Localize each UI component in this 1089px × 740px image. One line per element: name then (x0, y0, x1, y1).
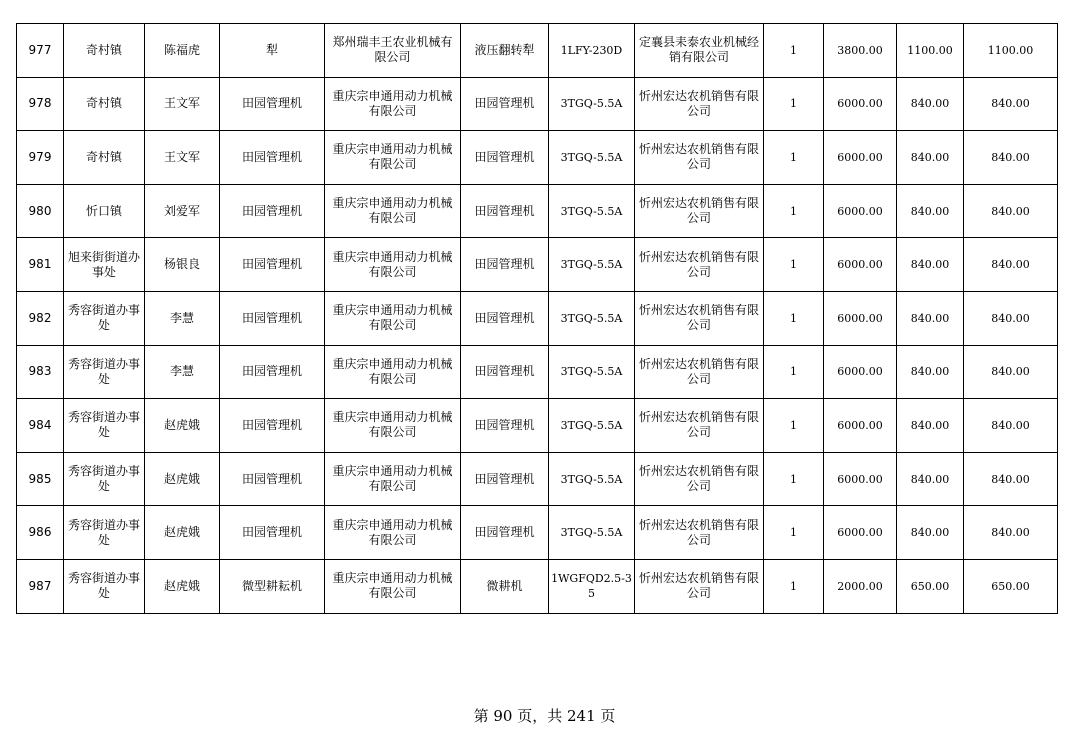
page-footer: 第 90 页，共 241 页 (473, 707, 616, 725)
cell-manufacturer: 重庆宗申通用动力机械有限公司 (325, 184, 461, 238)
cell-serial-number: 985 (17, 452, 64, 506)
cell-town: 秀容街道办事处 (64, 345, 145, 399)
cell-product-name: 田园管理机 (461, 399, 549, 453)
cell-unit-price: 6000.00 (824, 399, 897, 453)
cell-machine-category: 田园管理机 (220, 345, 325, 399)
cell-town: 秀容街道办事处 (64, 399, 145, 453)
cell-unit-subsidy: 840.00 (897, 506, 964, 560)
cell-buyer-name: 杨银良 (145, 238, 220, 292)
cell-unit-subsidy: 840.00 (897, 452, 964, 506)
cell-quantity: 1 (764, 24, 824, 78)
cell-town: 秀容街道办事处 (64, 291, 145, 345)
cell-machine-category: 田园管理机 (220, 184, 325, 238)
cell-buyer-name: 赵虎娥 (145, 452, 220, 506)
table-row (17, 24, 1058, 78)
cell-dealer: 忻州宏达农机销售有限公司 (635, 77, 764, 131)
cell-serial-number: 982 (17, 291, 64, 345)
cell-dealer: 忻州宏达农机销售有限公司 (635, 238, 764, 292)
cell-town: 奇村镇 (64, 131, 145, 185)
cell-serial-number: 978 (17, 77, 64, 131)
cell-quantity: 1 (764, 399, 824, 453)
cell-unit-subsidy: 840.00 (897, 399, 964, 453)
cell-model: 3TGQ-5.5A (549, 77, 635, 131)
table-row (17, 131, 1058, 185)
cell-model: 3TGQ-5.5A (549, 184, 635, 238)
cell-buyer-name: 李慧 (145, 345, 220, 399)
cell-model: 3TGQ-5.5A (549, 345, 635, 399)
cell-serial-number: 983 (17, 345, 64, 399)
cell-manufacturer: 重庆宗申通用动力机械有限公司 (325, 291, 461, 345)
cell-serial-number: 980 (17, 184, 64, 238)
table-row (17, 559, 1058, 613)
subsidy-table (16, 23, 1058, 614)
cell-town: 奇村镇 (64, 77, 145, 131)
cell-town: 秀容街道办事处 (64, 506, 145, 560)
cell-buyer-name: 王文军 (145, 131, 220, 185)
table-row (17, 452, 1058, 506)
cell-unit-price: 2000.00 (824, 559, 897, 613)
cell-model: 3TGQ-5.5A (549, 238, 635, 292)
cell-total-subsidy: 1100.00 (964, 24, 1058, 78)
cell-model: 1LFY-230D (549, 24, 635, 78)
cell-town: 秀容街道办事处 (64, 452, 145, 506)
cell-machine-category: 田园管理机 (220, 131, 325, 185)
cell-serial-number: 984 (17, 399, 64, 453)
cell-manufacturer: 重庆宗申通用动力机械有限公司 (325, 238, 461, 292)
cell-quantity: 1 (764, 559, 824, 613)
cell-total-subsidy: 840.00 (964, 345, 1058, 399)
cell-manufacturer: 重庆宗申通用动力机械有限公司 (325, 345, 461, 399)
cell-unit-price: 6000.00 (824, 238, 897, 292)
cell-product-name: 田园管理机 (461, 291, 549, 345)
cell-buyer-name: 陈福虎 (145, 24, 220, 78)
cell-machine-category: 田园管理机 (220, 238, 325, 292)
cell-town: 秀容街道办事处 (64, 559, 145, 613)
cell-product-name: 液压翻转犁 (461, 24, 549, 78)
cell-unit-price: 6000.00 (824, 131, 897, 185)
cell-buyer-name: 赵虎娥 (145, 506, 220, 560)
cell-serial-number: 977 (17, 24, 64, 78)
cell-dealer: 忻州宏达农机销售有限公司 (635, 131, 764, 185)
cell-unit-subsidy: 840.00 (897, 345, 964, 399)
cell-unit-price: 6000.00 (824, 77, 897, 131)
cell-town: 旭来街街道办事处 (64, 238, 145, 292)
cell-unit-subsidy: 840.00 (897, 184, 964, 238)
cell-quantity: 1 (764, 238, 824, 292)
cell-machine-category: 田园管理机 (220, 291, 325, 345)
cell-unit-price: 6000.00 (824, 184, 897, 238)
table-row (17, 399, 1058, 453)
cell-quantity: 1 (764, 184, 824, 238)
cell-machine-category: 田园管理机 (220, 399, 325, 453)
cell-manufacturer: 郑州瑞丰王农业机械有限公司 (325, 24, 461, 78)
cell-buyer-name: 赵虎娥 (145, 399, 220, 453)
cell-buyer-name: 王文军 (145, 77, 220, 131)
cell-total-subsidy: 650.00 (964, 559, 1058, 613)
cell-dealer: 忻州宏达农机销售有限公司 (635, 506, 764, 560)
cell-model: 3TGQ-5.5A (549, 452, 635, 506)
cell-model: 3TGQ-5.5A (549, 291, 635, 345)
cell-serial-number: 981 (17, 238, 64, 292)
table-row (17, 238, 1058, 292)
cell-total-subsidy: 840.00 (964, 452, 1058, 506)
cell-total-subsidy: 840.00 (964, 291, 1058, 345)
cell-buyer-name: 赵虎娥 (145, 559, 220, 613)
cell-dealer: 忻州宏达农机销售有限公司 (635, 452, 764, 506)
cell-unit-subsidy: 840.00 (897, 77, 964, 131)
cell-unit-price: 6000.00 (824, 452, 897, 506)
cell-product-name: 微耕机 (461, 559, 549, 613)
table-row (17, 506, 1058, 560)
cell-unit-subsidy: 650.00 (897, 559, 964, 613)
cell-quantity: 1 (764, 506, 824, 560)
cell-unit-subsidy: 840.00 (897, 291, 964, 345)
cell-manufacturer: 重庆宗申通用动力机械有限公司 (325, 399, 461, 453)
cell-unit-subsidy: 1100.00 (897, 24, 964, 78)
cell-product-name: 田园管理机 (461, 345, 549, 399)
cell-model: 3TGQ-5.5A (549, 399, 635, 453)
cell-total-subsidy: 840.00 (964, 77, 1058, 131)
cell-total-subsidy: 840.00 (964, 238, 1058, 292)
cell-dealer: 忻州宏达农机销售有限公司 (635, 559, 764, 613)
cell-machine-category: 微型耕耘机 (220, 559, 325, 613)
cell-unit-price: 6000.00 (824, 506, 897, 560)
cell-total-subsidy: 840.00 (964, 506, 1058, 560)
cell-quantity: 1 (764, 452, 824, 506)
cell-unit-price: 6000.00 (824, 291, 897, 345)
cell-product-name: 田园管理机 (461, 506, 549, 560)
cell-quantity: 1 (764, 131, 824, 185)
cell-buyer-name: 李慧 (145, 291, 220, 345)
cell-quantity: 1 (764, 291, 824, 345)
table-row (17, 345, 1058, 399)
cell-dealer: 忻州宏达农机销售有限公司 (635, 399, 764, 453)
cell-manufacturer: 重庆宗申通用动力机械有限公司 (325, 77, 461, 131)
cell-manufacturer: 重庆宗申通用动力机械有限公司 (325, 452, 461, 506)
cell-quantity: 1 (764, 345, 824, 399)
cell-product-name: 田园管理机 (461, 238, 549, 292)
cell-machine-category: 田园管理机 (220, 452, 325, 506)
cell-buyer-name: 刘爱军 (145, 184, 220, 238)
cell-model: 1WGFQD2.5-35 (549, 559, 635, 613)
cell-town: 忻口镇 (64, 184, 145, 238)
cell-machine-category: 犁 (220, 24, 325, 78)
table-row (17, 184, 1058, 238)
cell-product-name: 田园管理机 (461, 131, 549, 185)
cell-manufacturer: 重庆宗申通用动力机械有限公司 (325, 506, 461, 560)
cell-total-subsidy: 840.00 (964, 131, 1058, 185)
table-body (17, 24, 1058, 614)
cell-machine-category: 田园管理机 (220, 506, 325, 560)
cell-town: 奇村镇 (64, 24, 145, 78)
cell-unit-price: 6000.00 (824, 345, 897, 399)
cell-product-name: 田园管理机 (461, 184, 549, 238)
cell-machine-category: 田园管理机 (220, 77, 325, 131)
cell-product-name: 田园管理机 (461, 452, 549, 506)
table-row (17, 291, 1058, 345)
cell-total-subsidy: 840.00 (964, 399, 1058, 453)
cell-dealer: 忻州宏达农机销售有限公司 (635, 184, 764, 238)
cell-product-name: 田园管理机 (461, 77, 549, 131)
cell-serial-number: 979 (17, 131, 64, 185)
cell-unit-price: 3800.00 (824, 24, 897, 78)
cell-total-subsidy: 840.00 (964, 184, 1058, 238)
cell-quantity: 1 (764, 77, 824, 131)
cell-manufacturer: 重庆宗申通用动力机械有限公司 (325, 131, 461, 185)
cell-model: 3TGQ-5.5A (549, 131, 635, 185)
cell-unit-subsidy: 840.00 (897, 131, 964, 185)
cell-unit-subsidy: 840.00 (897, 238, 964, 292)
cell-dealer: 忻州宏达农机销售有限公司 (635, 345, 764, 399)
cell-serial-number: 986 (17, 506, 64, 560)
cell-dealer: 忻州宏达农机销售有限公司 (635, 291, 764, 345)
cell-model: 3TGQ-5.5A (549, 506, 635, 560)
cell-dealer: 定襄县耒泰农业机械经销有限公司 (635, 24, 764, 78)
cell-manufacturer: 重庆宗申通用动力机械有限公司 (325, 559, 461, 613)
table-row (17, 77, 1058, 131)
cell-serial-number: 987 (17, 559, 64, 613)
